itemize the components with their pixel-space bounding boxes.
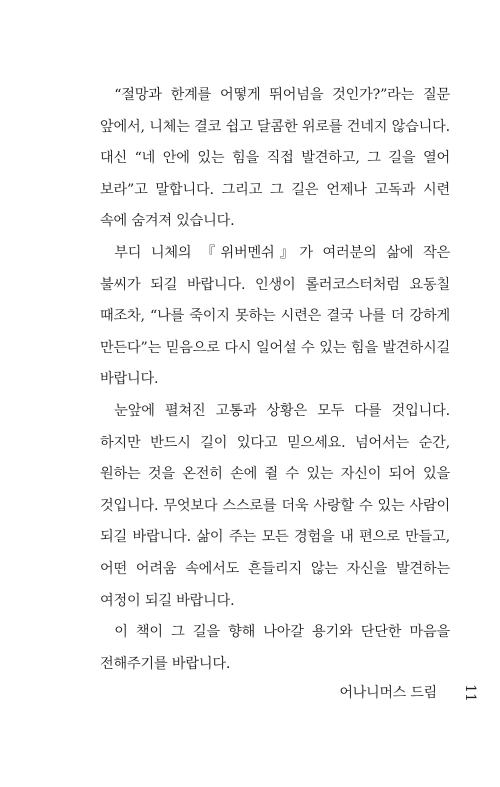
page-number: 11 [461,684,478,702]
paragraph-2: 부디 니체의 『위버멘쉬』가 여러분의 삶에 작은 불씨가 되길 바랍니다. 인생이 롤러코스터처럼 요동칠 때조차, “나를 죽이지 못하는 시련은 결국 나를 더 강하게 만든다”는 믿음으로 다시 일어설 수 있는 힘을 발견하시길 바랍니다. [100,244,450,388]
author-signature: 어나니머스 드림 [339,685,437,701]
body-text [100,80,450,680]
paragraph-4: 이 책이 그 길을 향해 나아갈 용기와 단단한 마음을 전해주기를 바랍니다. [100,624,450,672]
paragraph-3: 눈앞에 펼쳐진 고통과 상황은 모두 다를 것입니다. 하지만 반드시 길이 있다고 믿으세요. 넘어서는 순간, 원하는 것을 온전히 손에 쥘 수 있는 자신이 되어 있을 것입니다. 무엇보다 스스로를 더욱 사랑할 수 있는 사람이 되길 바랍니다. 삶이 주는 모든 경험을 내 편으로 만들고, 어떤 어려움 속에서도 흔들리지 않는 자신을 발견하는 여정이 되길 바랍니다. [100,402,450,609]
paragraph-1: “절망과 한계를 어떻게 뛰어넘을 것인가?”라는 질문 앞에서, 니체는 결코 쉽고 달콤한 위로를 건네지 않습니다. 대신 “네 안에 있는 힘을 직접 발견하고, 그 길을 열어 보라”고 말합니다. 그리고 그 길은 언제나 고독과 시련 속에 숨겨져 있습니다. [100,87,450,230]
